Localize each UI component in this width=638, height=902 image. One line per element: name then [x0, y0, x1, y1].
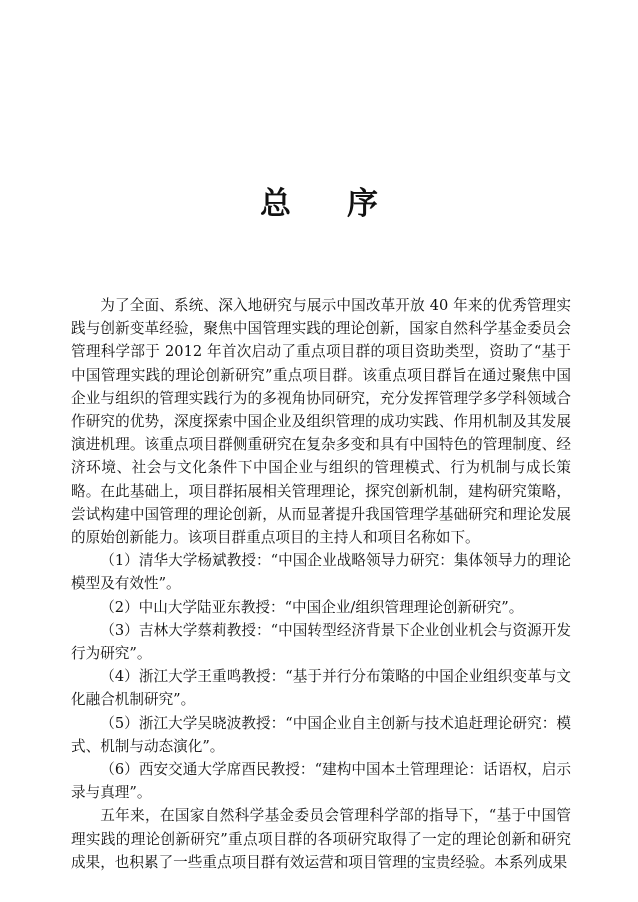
paragraph-project-2: （2）中山大学陆亚东教授：“中国企业/组织管理理论创新研究”。 [100, 598, 524, 616]
title-char-2: 序 [347, 186, 378, 222]
paragraph-summary: 五年来，在国家自然科学基金委员会管理科学部的指导下，“基于中国管理实践的理论创新研究”重点项目群的各项研究取得了一定的理论创新和研究成果，也积累了一些重点项目群有效运营和项目管理的宝贵经验。本系列成果 [71, 807, 571, 871]
paragraph-project-3: （3）吉林大学蔡莉教授：“中国转型经济背景下企业创业机会与资源开发行为研究”。 [71, 621, 571, 663]
paragraph-project-6: （6）西安交通大学席酉民教授：“建构中国本土管理理论：话语权，启示录与真理”。 [71, 761, 571, 802]
page-title [0, 178, 638, 223]
body-text [71, 294, 571, 874]
title-char-1: 总 [260, 186, 291, 222]
paragraph-project-5: （5）浙江大学吴晓波教授：“中国企业自主创新与技术追赶理论研究：模式、机制与动态演化”。 [71, 714, 571, 755]
paragraph-project-4: （4）浙江大学王重鸣教授：“基于并行分布策略的中国企业组织变革与文化融合机制研究”。 [71, 668, 571, 709]
paragraph-project-1: （1）清华大学杨斌教授：“中国企业战略领导力研究：集体领导力的理论模型及有效性”。 [71, 552, 571, 593]
paragraph-intro: 为了全面、系统、深入地研究与展示中国改革开放 40 年来的优秀管理实践与创新变革经验，聚焦中国管理实践的理论创新，国家自然科学基金委员会管理科学部于 2012 年首次启动了重点项目群的项目资助类型，资助了“基于中国管理实践的理论创新研究”重点项目群。该重点项目群旨在通过聚焦中国企业与组织的管理实践行为的多视角协同研究，充分发挥管理学多学科领域合作研究的优势，深度探索中国企业及组织管理的成功实践、作用机制及其发展演进机理。该重点项目群侧重研究在复杂多变和具有中国特色的管理制度、经济环境、社会与文化条件下中国企业与组织的管理模式、行为机制与成长策略。在此基础上，项目群拓展相关管理理论，探究创新机制，建构研究策略，尝试构建中国管理的理论创新，从而显著提升我国管理学基础研究和理论发展的原始创新能力。该项目群重点项目的主持人和项目名称如下。 [71, 297, 571, 547]
